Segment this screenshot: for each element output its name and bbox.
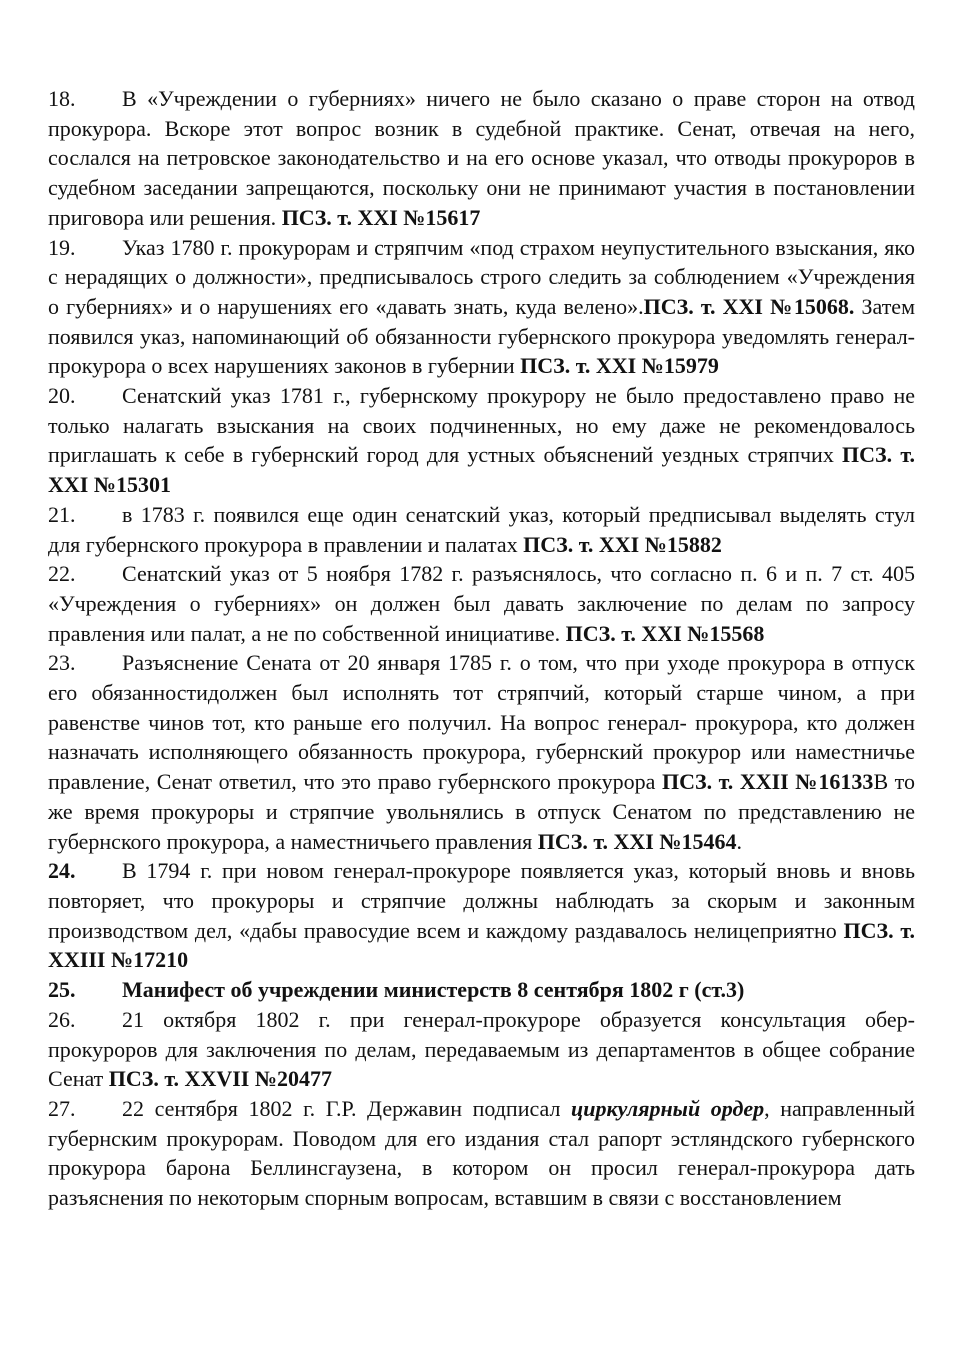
citation-text-run: ПСЗ. т. XXI №15617: [281, 204, 481, 230]
item-number: 27.: [48, 1095, 76, 1121]
item-number: 20.: [48, 383, 76, 409]
text-run: 22 сентября 1802 г. Г.Р. Державин подписал: [122, 1095, 572, 1121]
citation-text-run: ПСЗ. т. XXI №15882: [523, 531, 722, 557]
text-run: В «Учреждении о губерниях» ничего не было сказано о праве сторон на отвод прокурора. Вскоре этот вопрос возник в судебной практике. Сенат, отвечая на него, сослался на петровское законодательство и на его основе указал, что отводы прокуроров в судебном заседании запрещаются, поскольку они не принимают участия в постановлении приговора или решения.: [48, 86, 915, 230]
item-number: 18.: [48, 86, 76, 111]
text-run: в 1783 г. появился еще один сенатский указ, который предписывал выделять стул для губернского прокурора в правлении и палатах: [48, 501, 915, 557]
list-item-26: [48, 1005, 915, 1094]
text-run: В 1794 г. при новом генерал-прокуроре появляется указ, который вновь и вновь повторяет, что прокуроры и стряпчие должны наблюдать за скорым и законным производством дел, «дабы правосудие всем и каждому раздавалось нелицеприятно: [48, 858, 915, 943]
document-body: [48, 84, 915, 1213]
item-number: 24.: [48, 858, 76, 884]
text-run: Сенатский указ 1781 г., губернскому прокурору не было предоставлено право не только налагать взыскания на своих подчиненных, но ему даже не рекомендовалось приглашать к себе в губернский город для устных объяснений уездных стряпчих: [48, 383, 915, 468]
citation-text-run: ПСЗ. т. XXII №16133: [661, 769, 874, 795]
citation-text-run: ПСЗ. т. XXI №15979: [520, 353, 719, 379]
list-item-19: [48, 233, 915, 382]
citation-text-run: циркулярный ордер: [571, 1095, 765, 1121]
text-run: В то же время прокуроры и стряпчие увольнялись в отпуск Сенатом по представлению не губернского прокурора, а наместничьего правления: [48, 769, 915, 854]
item-number: 25.: [48, 977, 76, 1003]
citation-text-run: ПСЗ. т. XXI №15301: [48, 442, 915, 498]
citation-text-run: Манифест об учреждении министерств 8 сентября 1802 г (ст.3): [122, 977, 745, 1003]
list-item-23: [48, 648, 915, 856]
list-item-27: [48, 1094, 915, 1213]
list-item-21: [48, 500, 915, 559]
citation-text-run: ПСЗ. т. XXI №15464: [537, 828, 737, 854]
text-run: Затем появился указ, напоминающий об обязанности губернского прокурора уведомлять генерал- прокурора о всех нарушениях законов в губернии: [48, 293, 915, 379]
list-item-25: [48, 975, 915, 1005]
list-item-22: [48, 559, 915, 648]
item-number: 19.: [48, 234, 76, 260]
item-number: 26.: [48, 1006, 76, 1032]
citation-text-run: ПСЗ. т. XXVII №20477: [108, 1066, 332, 1092]
citation-text-run: ПСЗ. т. XXI №15068.: [643, 293, 855, 319]
text-run: 21 октября 1802 г. при генерал-прокуроре образуется консультация обер-прокуроров для заключения по делам, передаваемым из департаментов в общее собрание Сенат: [48, 1006, 915, 1092]
item-number: 21.: [48, 501, 76, 527]
text-run: Указ 1780 г. прокурорам и стряпчим «под страхом неупустительного взыскания, яко с нерадящих о должности», предписывалось строго следить за соблюдением «Учреждения о губерниях» и о нарушениях его «давать знать, куда велено».: [48, 234, 915, 319]
list-item-20: [48, 381, 915, 500]
citation-text-run: ПСЗ. т. XXIII №17210: [48, 917, 916, 973]
text-run: Сенатский указ от 5 ноября 1782 г. разъяснялось, что согласно п. 6 и п. 7 ст. 405 «Учреждения о губерниях» он должен был давать заключение по делам по запросу правления или палат, а не по собственной инициативе.: [48, 561, 915, 646]
text-run: Разъяснение Сената от 20 января 1785 г. о том, что при уходе прокурора в отпуск его обязанностидолжен был исполнять тот стряпчий, который старше чином, а при равенстве чинов тот, кто раньше его получил. На вопрос генерал- прокурора, кто должен назначать исполняющего обязанность прокурора, губернский прокурор или наместничье правление, Сенат ответил, что это право губернского прокурора: [48, 650, 915, 795]
list-item-24: [48, 856, 915, 975]
text-run: .: [736, 828, 742, 854]
list-item-18: [48, 84, 915, 233]
item-number: 23.: [48, 650, 76, 676]
item-number: 22.: [48, 561, 76, 587]
citation-text-run: ПСЗ. т. XXI №15568: [565, 620, 765, 646]
text-run: , направленный губернским прокурорам. Поводом для его издания стал рапорт эстляндского губернского прокурора барона Беллинсгаузена, в котором он просил генерал-прокурора дать разъяснения по некоторым спорным вопросам, вставшим в связи с восстановлением: [48, 1095, 915, 1211]
